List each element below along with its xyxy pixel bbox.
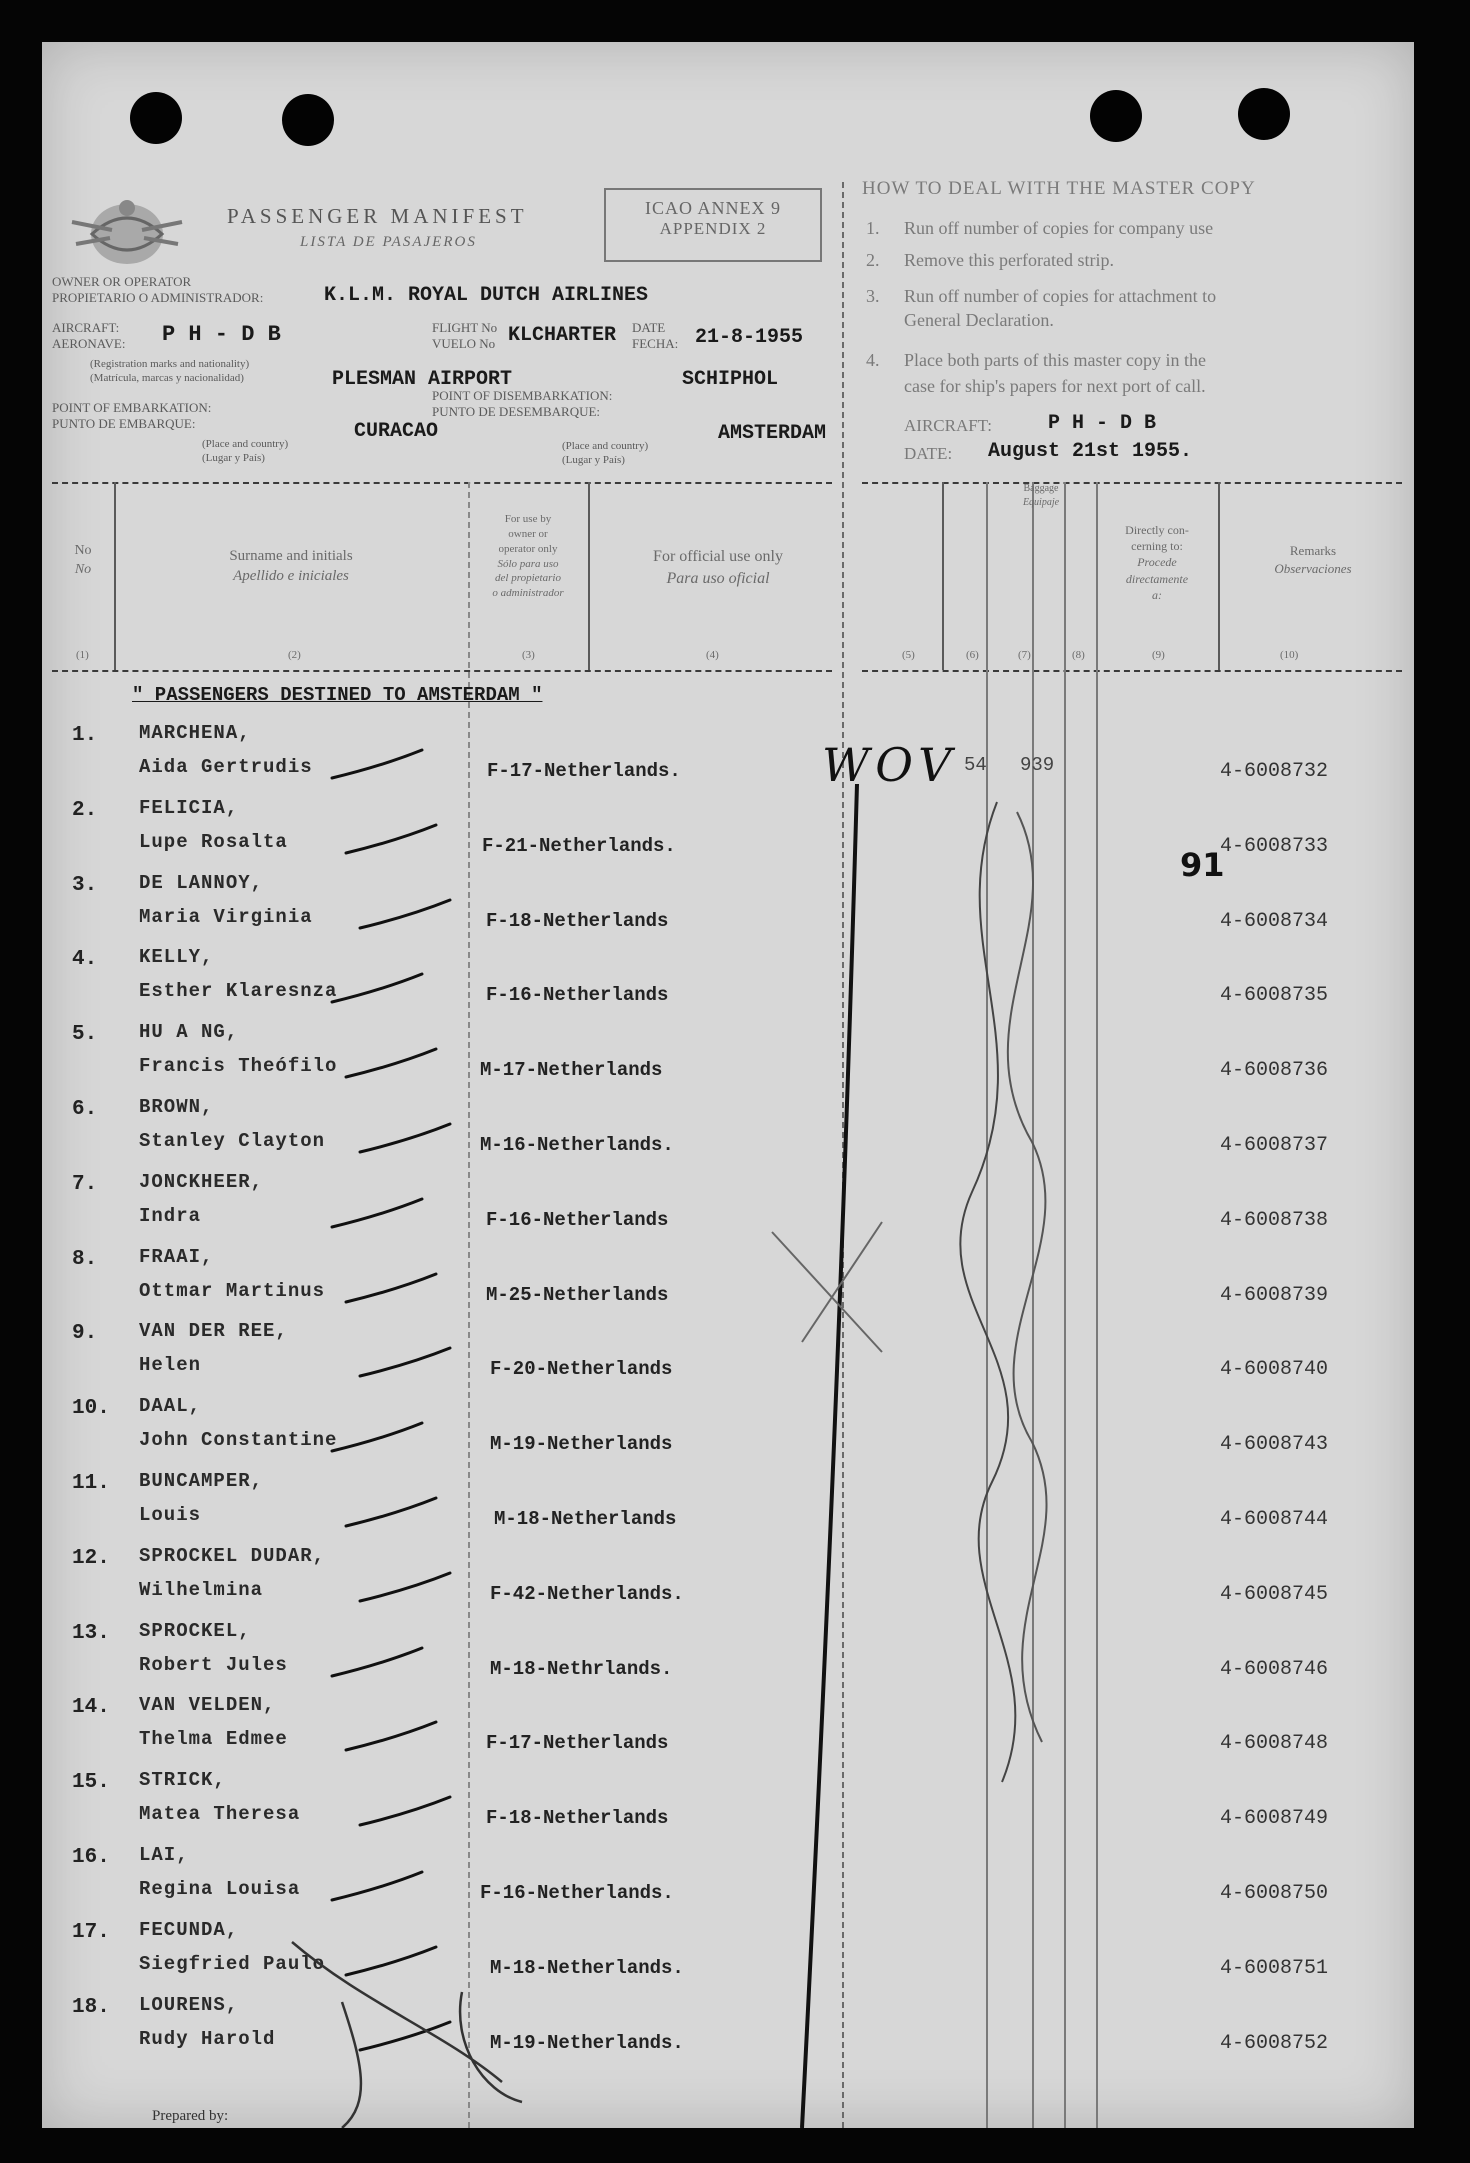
date-label-es: FECHA: xyxy=(632,336,679,351)
passenger-remark-number: 4-6008734 xyxy=(1220,910,1329,933)
aircraft-value: P H - D B xyxy=(162,322,281,347)
strip-aircraft-value: P H - D B xyxy=(1048,412,1157,435)
tick-mark xyxy=(360,1573,450,1601)
row-number: 9. xyxy=(72,1322,98,1345)
tick-mark xyxy=(346,1947,436,1975)
tick-mark xyxy=(346,1722,436,1750)
disembark-airport: SCHIPHOL xyxy=(682,368,779,391)
passenger-sex-age-nationality: F-16-Netherlands xyxy=(486,1209,669,1231)
passenger-given-name: Siegfried Paulo xyxy=(139,1953,326,1975)
passenger-given-name: Francis Theófilo xyxy=(139,1055,338,1077)
passenger-surname: VAN DER REE, xyxy=(139,1320,288,1342)
col-no-es: No xyxy=(74,561,92,577)
passenger-surname: BROWN, xyxy=(139,1096,214,1118)
tick-mark xyxy=(360,1348,450,1376)
row-number: 7. xyxy=(72,1173,98,1196)
tick-mark xyxy=(346,1274,436,1302)
instructions-title: HOW TO DEAL WITH THE MASTER COPY xyxy=(862,178,1256,199)
col-num: (5) xyxy=(902,649,915,661)
passenger-given-name: Helen xyxy=(139,1354,202,1376)
handwritten-939: 939 xyxy=(1020,754,1055,776)
passenger-surname: KELLY, xyxy=(139,946,214,968)
col-remarks: Remarks xyxy=(1289,543,1337,558)
row-number: 8. xyxy=(72,1248,98,1271)
passenger-sex-age-nationality: F-17-Netherlands. xyxy=(487,760,681,782)
tick-mark xyxy=(360,1124,450,1152)
passenger-surname: SPROCKEL DUDAR, xyxy=(139,1545,326,1567)
passenger-given-name: Wilhelmina xyxy=(139,1579,264,1601)
place-label: (Place and country) xyxy=(202,438,289,450)
passenger-remark-number: 4-6008749 xyxy=(1220,1807,1329,1830)
flight-value: KLCHARTER xyxy=(508,324,617,347)
manifest-page xyxy=(42,42,1414,2128)
passenger-surname: SPROCKEL, xyxy=(139,1620,251,1642)
col-directly-3: Procede xyxy=(1137,555,1177,570)
instruction-1-no: 1. xyxy=(866,218,880,238)
annex-line1: ICAO ANNEX 9 xyxy=(645,198,781,218)
passenger-sex-age-nationality: M-18-Netherlands. xyxy=(490,1957,684,1979)
row-number: 1. xyxy=(72,724,98,747)
row-number: 15. xyxy=(72,1771,110,1794)
row-number: 14. xyxy=(72,1696,110,1719)
operator-value: K.L.M. ROYAL DUTCH AIRLINES xyxy=(324,284,649,307)
col-surname: Surname and initials xyxy=(229,548,353,564)
row-number: 3. xyxy=(72,874,98,897)
strip-aircraft-label: AIRCRAFT: xyxy=(904,416,992,435)
passenger-surname: VAN VELDEN, xyxy=(139,1694,276,1716)
col-directly-4: directamente xyxy=(1125,571,1189,586)
date-value: 21-8-1955 xyxy=(695,326,804,349)
instruction-3-no: 3. xyxy=(866,286,880,306)
instruction-1: Run off number of copies for company use xyxy=(904,218,1214,238)
passenger-remark-number: 4-6008732 xyxy=(1220,760,1329,783)
passenger-sex-age-nationality: F-18-Netherlands xyxy=(486,1807,669,1829)
owner-label: OWNER OR OPERATOR xyxy=(52,274,192,289)
place-label-2-es: (Lugar y País) xyxy=(562,454,625,466)
row-number: 12. xyxy=(72,1547,110,1570)
passenger-remark-number: 4-6008745 xyxy=(1220,1583,1329,1606)
tick-mark xyxy=(332,974,422,1002)
handwritten-54: 54 xyxy=(964,754,987,776)
pen-markings xyxy=(42,42,1414,2128)
passenger-remark-number: 4-6008733 xyxy=(1220,835,1329,858)
row-number: 6. xyxy=(72,1098,98,1121)
col-owner-5: del propietario xyxy=(495,572,561,585)
passenger-sex-age-nationality: M-18-Nethrlands. xyxy=(490,1658,673,1680)
passenger-given-name: Esther Klaresnza xyxy=(139,980,338,1002)
strip-date-label: DATE: xyxy=(904,444,953,463)
instruction-4-no: 4. xyxy=(866,350,880,370)
row-number: 18. xyxy=(72,1996,110,2019)
disembark-label: POINT OF DISEMBARKATION: xyxy=(432,388,613,403)
col-directly-2: cerning to: xyxy=(1131,539,1183,554)
col-num: (6) xyxy=(966,649,979,661)
tick-mark xyxy=(332,1872,422,1900)
col-baggage: Baggage xyxy=(1023,483,1059,494)
section-title: " PASSENGERS DESTINED TO AMSTERDAM " xyxy=(132,684,543,706)
col-num: (1) xyxy=(76,649,89,661)
passenger-surname: MARCHENA, xyxy=(139,722,251,744)
place-label-2: (Place and country) xyxy=(562,440,649,452)
col-num: (10) xyxy=(1280,649,1299,661)
embark-label: POINT OF EMBARKATION: xyxy=(52,400,212,415)
passenger-surname: FELICIA, xyxy=(139,797,239,819)
passenger-sex-age-nationality: M-18-Netherlands xyxy=(494,1508,677,1530)
tick-mark xyxy=(332,1199,422,1227)
instruction-2: Remove this perforated strip. xyxy=(904,250,1114,270)
passenger-given-name: Ottmar Martinus xyxy=(139,1280,326,1302)
passenger-remark-number: 4-6008748 xyxy=(1220,1732,1329,1755)
col-num: (2) xyxy=(288,649,301,661)
row-number: 13. xyxy=(72,1622,110,1645)
col-num: (4) xyxy=(706,649,719,661)
passenger-given-name: Maria Virginia xyxy=(139,906,313,928)
tick-mark xyxy=(332,1423,422,1451)
col-num: (3) xyxy=(522,649,535,661)
passenger-sex-age-nationality: F-42-Netherlands. xyxy=(490,1583,684,1605)
owner-label-es: PROPIETARIO O ADMINISTRADOR: xyxy=(52,290,264,305)
passenger-sex-age-nationality: F-17-Netherlands xyxy=(486,1732,669,1754)
embark-airport: PLESMAN AIRPORT xyxy=(332,368,513,391)
passenger-remark-number: 4-6008752 xyxy=(1220,2032,1329,2055)
col-official: For official use only xyxy=(653,548,783,565)
col-surname-es: Apellido e iniciales xyxy=(233,568,349,585)
passenger-remark-number: 4-6008743 xyxy=(1220,1433,1329,1456)
passenger-surname: DE LANNOY, xyxy=(139,872,264,894)
passenger-sex-age-nationality: F-18-Netherlands xyxy=(486,910,669,932)
col-owner-4: Sólo para uso xyxy=(497,557,559,570)
instruction-4b: case for ship's papers for next port of call. xyxy=(904,376,1206,396)
flight-label-es: VUELO No xyxy=(432,336,496,351)
passenger-sex-age-nationality: F-20-Netherlands xyxy=(490,1358,673,1380)
col-directly-5: a: xyxy=(1152,587,1162,602)
passenger-given-name: Lupe Rosalta xyxy=(139,831,288,853)
passenger-surname: JONCKHEER, xyxy=(139,1171,264,1193)
col-owner-1: For use by xyxy=(504,513,552,525)
instruction-3b: General Declaration. xyxy=(904,310,1054,330)
strip-date-value: August 21st 1955. xyxy=(988,440,1193,463)
passenger-surname: HU A NG, xyxy=(139,1021,239,1043)
col-owner-3: operator only xyxy=(498,542,558,555)
aircraft-label-es: AERONAVE: xyxy=(52,336,126,351)
passenger-given-name: Indra xyxy=(139,1205,202,1227)
passenger-given-name: Rudy Harold xyxy=(139,2028,276,2050)
col-no: No xyxy=(74,543,92,558)
form-subtitle: LISTA DE PASAJEROS xyxy=(300,234,477,250)
passenger-remark-number: 4-6008739 xyxy=(1220,1284,1329,1307)
passenger-remark-number: 4-6008737 xyxy=(1220,1134,1329,1157)
tick-mark xyxy=(346,1049,436,1077)
passenger-surname: STRICK, xyxy=(139,1769,226,1791)
flight-label: FLIGHT No xyxy=(432,320,498,335)
registration-label: (Registration marks and nationality) xyxy=(90,358,250,370)
form-title: PASSENGER MANIFEST xyxy=(227,204,528,228)
passenger-sex-age-nationality: F-16-Netherlands xyxy=(486,984,669,1006)
tick-mark xyxy=(346,1498,436,1526)
passenger-sex-age-nationality: M-17-Netherlands xyxy=(480,1059,663,1081)
place-label-es: (Lugar y País) xyxy=(202,452,265,464)
col-owner-6: o administrador xyxy=(492,587,564,600)
row-number: 4. xyxy=(72,948,98,971)
passenger-given-name: Louis xyxy=(139,1504,202,1526)
col-num: (8) xyxy=(1072,649,1085,661)
col-remarks-es: Observaciones xyxy=(1274,560,1352,576)
passenger-remark-number: 4-6008736 xyxy=(1220,1059,1329,1082)
date-label: DATE xyxy=(632,320,666,335)
passenger-surname: LAI, xyxy=(139,1844,189,1866)
tick-mark xyxy=(360,1797,450,1825)
passenger-given-name: Aida Gertrudis xyxy=(139,756,313,778)
passenger-surname: FECUNDA, xyxy=(139,1919,239,1941)
passenger-given-name: Regina Louisa xyxy=(139,1878,301,1900)
tick-mark xyxy=(346,825,436,853)
col-num: (9) xyxy=(1152,649,1165,661)
passenger-given-name: John Constantine xyxy=(139,1429,338,1451)
col-official-es: Para uso oficial xyxy=(666,569,770,587)
row-number: 10. xyxy=(72,1397,110,1420)
handwritten-wov: WOV xyxy=(822,738,958,792)
row-number: 5. xyxy=(72,1023,98,1046)
col-num: (7) xyxy=(1018,649,1031,661)
prepared-by-label: Prepared by: xyxy=(152,2108,229,2124)
embark-place: CURACAO xyxy=(354,420,439,443)
passenger-sex-age-nationality: F-21-Netherlands. xyxy=(482,835,676,857)
passenger-sex-age-nationality: F-16-Netherlands. xyxy=(480,1882,674,1904)
passenger-surname: DAAL, xyxy=(139,1395,202,1417)
passenger-sex-age-nationality: M-16-Netherlands. xyxy=(480,1134,674,1156)
passenger-surname: LOURENS, xyxy=(139,1994,239,2016)
aircraft-label: AIRCRAFT: xyxy=(52,320,120,335)
tick-mark xyxy=(332,1648,422,1676)
instruction-4a: Place both parts of this master copy in the xyxy=(904,350,1206,370)
embark-label-es: PUNTO DE EMBARQUE: xyxy=(52,416,196,431)
instruction-3a: Run off number of copies for attachment to xyxy=(904,286,1217,306)
annex-line2: APPENDIX 2 xyxy=(659,219,767,238)
tick-mark xyxy=(332,750,422,778)
passenger-remark-number: 4-6008740 xyxy=(1220,1358,1329,1381)
page-number: 91 xyxy=(1180,846,1225,884)
row-number: 16. xyxy=(72,1846,110,1869)
passenger-sex-age-nationality: M-19-Netherlands xyxy=(490,1433,673,1455)
disembark-label-es: PUNTO DE DESEMBARQUE: xyxy=(432,404,601,419)
passenger-sex-age-nationality: M-19-Netherlands. xyxy=(490,2032,684,2054)
tick-mark xyxy=(360,900,450,928)
passenger-given-name: Stanley Clayton xyxy=(139,1130,326,1152)
col-baggage-es: Equipaje xyxy=(1022,496,1060,508)
passenger-surname: BUNCAMPER, xyxy=(139,1470,264,1492)
passenger-remark-number: 4-6008751 xyxy=(1220,1957,1329,1980)
col-directly-1: Directly con- xyxy=(1125,523,1189,537)
registration-label-es: (Matrícula, marcas y nacionalidad) xyxy=(90,372,244,384)
disembark-place: AMSTERDAM xyxy=(718,422,827,445)
row-number: 2. xyxy=(72,799,98,822)
passenger-surname: FRAAI, xyxy=(139,1246,214,1268)
passenger-given-name: Matea Theresa xyxy=(139,1803,301,1825)
passenger-given-name: Robert Jules xyxy=(139,1654,288,1676)
passenger-remark-number: 4-6008746 xyxy=(1220,1658,1329,1681)
passenger-sex-age-nationality: M-25-Netherlands xyxy=(486,1284,669,1306)
passenger-remark-number: 4-6008735 xyxy=(1220,984,1329,1007)
col-owner-2: owner or xyxy=(508,527,548,540)
passenger-remark-number: 4-6008750 xyxy=(1220,1882,1329,1905)
row-number: 11. xyxy=(72,1472,110,1495)
instruction-2-no: 2. xyxy=(866,250,880,270)
passenger-remark-number: 4-6008738 xyxy=(1220,1209,1329,1232)
row-number: 17. xyxy=(72,1921,110,1944)
passenger-given-name: Thelma Edmee xyxy=(139,1728,288,1750)
passenger-remark-number: 4-6008744 xyxy=(1220,1508,1329,1531)
